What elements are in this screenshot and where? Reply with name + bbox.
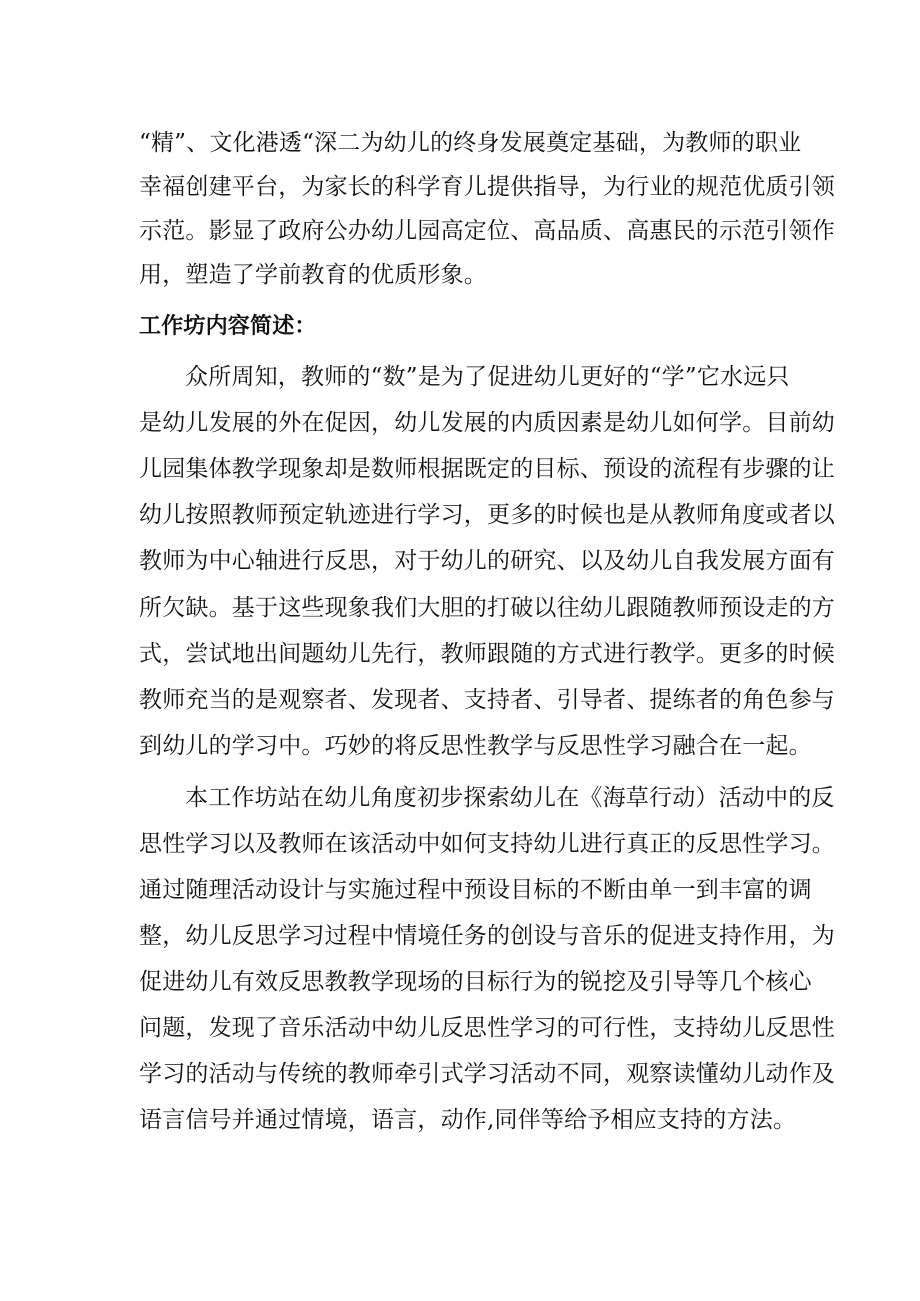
intro-line-2: 幸福创建平台，为家长的科学育儿提供指导，为行业的规范优质引领 (139, 174, 835, 200)
paragraph-1-line-6: 所欠缺。基于这些现象我们大胆的打破以往幼儿跟随教师预设走的方 (139, 595, 835, 621)
paragraph-1-line-9: 到幼儿的学习中。巧妙的将反思性教学与反思性学习融合在一起。 (139, 733, 812, 759)
intro-line-1: “精”、文化港透“深二为幼儿的终身发展奠定基础，为教师的职业 (139, 130, 802, 156)
paragraph-2-line-1: 本工作坊站在幼儿角度初步探索幼儿在《海草行动）活动中的反 (185, 785, 835, 811)
intro-line-4: 用，塑造了学前教育的优质形象。 (139, 262, 487, 288)
paragraph-1-line-7: 式，尝试地出间题幼儿先行，教师跟随的方式进行教学。更多的时候 (139, 641, 835, 667)
paragraph-2-line-2: 思性学习以及教师在该活动中如何支持幼儿进行真正的反思性学习。 (139, 831, 835, 857)
paragraph-1-line-3: 儿园集体教学现象却是数师根据既定的目标、预设的流程有步骤的让 (139, 456, 835, 482)
paragraph-2-line-7: 学习的活动与传统的教师牵引式学习活动不同，观察读懂幼儿动作及 (139, 1061, 835, 1087)
paragraph-2-line-3: 通过随理活动设计与实施过程中预设目标的不断由单一到丰富的调 (139, 877, 812, 903)
paragraph-2-line-5: 促进幼儿有效反思教教学现场的目标行为的锐挖及引导等几个核心 (139, 969, 812, 995)
paragraph-2-line-8: 语言信号并通过情境，语言，动作,同伴等给予相应支持的方法。 (139, 1107, 797, 1133)
intro-line-3: 示范。影显了政府公办幼儿园高定位、高品质、高惠民的示范引领作 (139, 218, 835, 244)
section-heading: 工作坊内容简述： (139, 314, 317, 339)
paragraph-1-line-2: 是幼儿发展的外在促因，幼儿发展的内质因素是幼儿如何学。目前幼 (139, 410, 835, 436)
paragraph-2-line-6: 问题，发现了音乐活动中幼儿反思性学习的可行性，支持幼儿反思性 (139, 1015, 835, 1041)
paragraph-2-line-4: 整，幼儿反思学习过程中情境任务的创设与音乐的促进支持作用，为 (139, 923, 835, 949)
paragraph-1-line-1: 众所周知，教师的“数”是为了促进幼儿更好的“学”它水远只 (185, 364, 790, 390)
paragraph-1-line-8: 教师充当的是观察者、发现者、支持者、引导者、提练者的角色参与 (139, 687, 835, 713)
paragraph-1-line-5: 教师为中心轴进行反思，对于幼儿的研究、以及幼儿自我发展方面有 (139, 548, 835, 574)
paragraph-1-line-4: 幼儿按照教师预定轨迹进行学习，更多的时候也是从教师角度或者以 (139, 502, 835, 528)
